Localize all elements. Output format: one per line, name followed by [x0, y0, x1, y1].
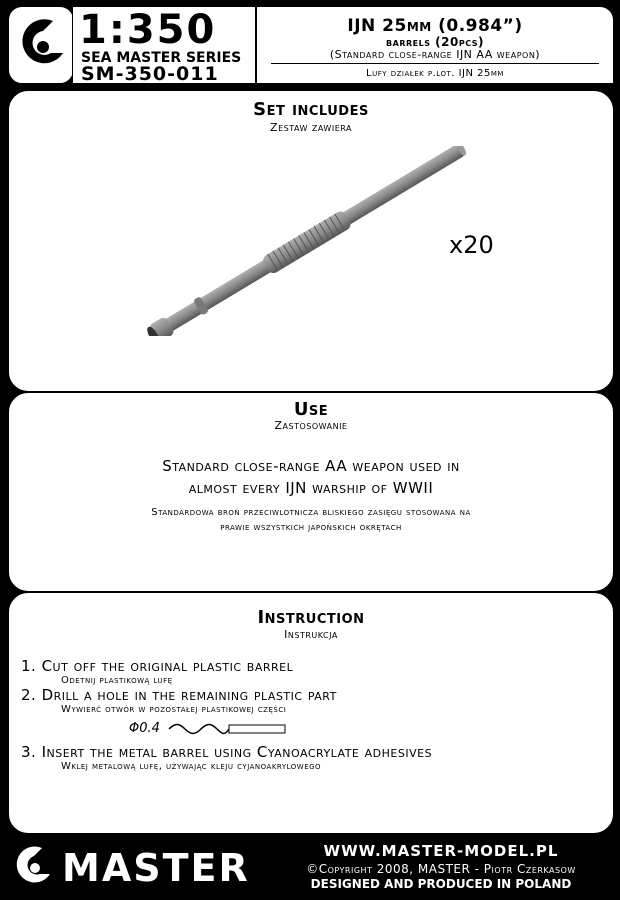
step-1: 1. Cut off the original plastic barrel — [21, 657, 294, 675]
drill-bit-icon — [167, 722, 287, 736]
drill-size-label: Φ0.4 — [129, 721, 160, 736]
made-in-text: DESIGNED AND PRODUCED IN POLAND — [310, 877, 572, 891]
step-1-polish: Odetnij plastikową lufę — [61, 675, 173, 686]
instruction-subheading: Instrukcja — [284, 628, 338, 641]
polish-title: Lufy działek p.lot. IJN 25mm — [366, 68, 504, 79]
step-3-polish: Wklej metalową lufę, używając kleju cyjanoakrylowego — [61, 761, 322, 772]
use-polish-line2: prawie wszystkich japońskich okrętach — [220, 522, 402, 533]
use-text-line1: Standard close-range AA weapon used in — [162, 457, 460, 475]
product-description: (Standard close-range IJN AA weapon) — [329, 48, 541, 61]
brand-name: MASTER — [62, 846, 250, 890]
divider — [271, 63, 599, 64]
master-logo-icon — [9, 7, 73, 83]
product-title: IJN 25mm (0.984”) — [347, 16, 523, 36]
metal-barrel-image — [139, 146, 479, 336]
logo-box — [8, 6, 74, 84]
use-subheading: Zastosowanie — [274, 419, 348, 432]
set-heading: Set includes — [253, 99, 369, 120]
use-polish-line1: Standardowa broń przeciwlotnicza bliskiego zasięgu stosowana na — [151, 507, 471, 518]
step-2: 2. Drill a hole in the remaining plastic part — [21, 686, 337, 704]
set-includes-section — [8, 90, 614, 392]
copyright-text: ©Copyright 2008, MASTER - Piotr Czerkasow — [306, 862, 576, 876]
product-subtitle: barrels (20pcs) — [386, 35, 484, 49]
scale-box — [72, 6, 256, 84]
instruction-section — [8, 592, 614, 834]
set-subheading: Zestaw zawiera — [270, 121, 352, 134]
scale-label: 1:350 — [79, 7, 217, 53]
step-2-polish: Wywierć otwór w pozostałej plastikowej części — [61, 704, 287, 715]
use-heading: Use — [293, 399, 329, 420]
use-section — [8, 392, 614, 592]
instruction-heading: Instruction — [257, 607, 365, 628]
series-label: SEA MASTER SERIES — [81, 50, 242, 66]
footer-brand — [8, 838, 268, 894]
product-code: SM-350-011 — [81, 63, 219, 85]
use-text-line2: almost every IJN warship of WWII — [188, 479, 434, 497]
quantity-label: x20 — [449, 231, 494, 259]
step-3: 3. Insert the metal barrel using Cyanoacrylate adhesives — [21, 743, 433, 761]
title-box — [256, 6, 614, 84]
website-url[interactable]: WWW.MASTER-MODEL.PL — [323, 842, 559, 860]
